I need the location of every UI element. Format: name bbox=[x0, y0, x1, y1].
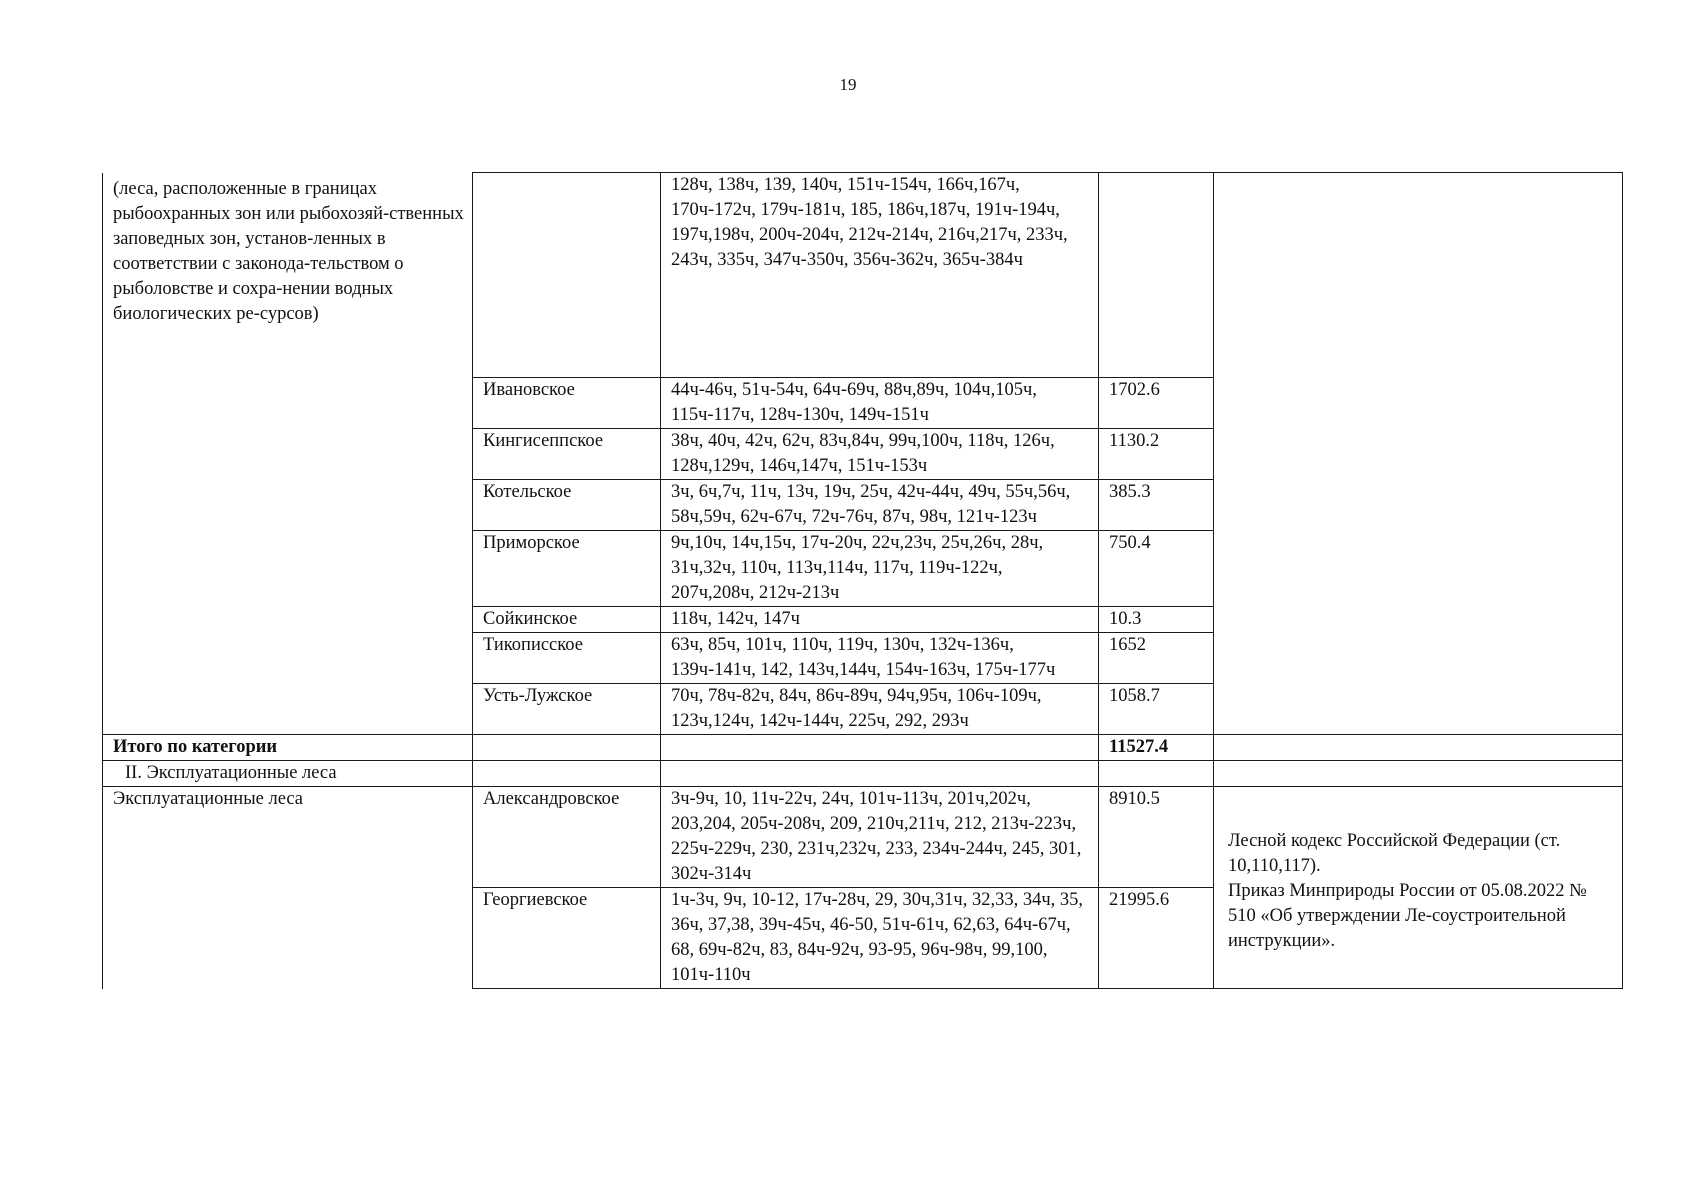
total-value: 11527.4 bbox=[1099, 735, 1214, 761]
forestry-cell: Усть-Лужское bbox=[473, 684, 661, 735]
total-row bbox=[103, 735, 1623, 761]
area-cell: 21995.6 bbox=[1099, 888, 1214, 989]
quarters-cell: 3ч-9ч, 10, 11ч-22ч, 24ч, 101ч-113ч, 201ч,202ч, 203,204, 205ч-208ч, 209, 210ч,211ч, 212, 213ч-223ч, 225ч-229ч, 230, 231ч,232ч, 233, 234ч-244ч, 245, 301, 302ч-314ч bbox=[661, 787, 1099, 888]
area-cell: 8910.5 bbox=[1099, 787, 1214, 888]
empty-cell bbox=[1099, 761, 1214, 787]
forestry-cell: Александровское bbox=[473, 787, 661, 888]
quarters-cell: 128ч, 138ч, 139, 140ч, 151ч-154ч, 166ч,167ч, 170ч-172ч, 179ч-181ч, 185, 186ч,187ч, 191ч-194ч, 197ч,198ч, 200ч-204ч, 212ч-214ч, 216ч,217ч, 233ч, 243ч, 335ч, 347ч-350ч, 356ч-362ч, 365ч-384ч bbox=[661, 173, 1099, 378]
category-description: (леса, расположенные в границах рыбоохранных зон или рыбохозяй-ственных заповедных зон, установ-ленных в соответствии с законода-тельством о рыболовстве и сохра-нении водных биологических ре-сурсов) bbox=[103, 173, 473, 735]
empty-cell bbox=[1214, 735, 1623, 761]
section-heading-row bbox=[103, 761, 1623, 787]
page-number: 19 bbox=[839, 75, 857, 94]
legal-basis-line: Приказ Минприроды России от 05.08.2022 № 510 «Об утверждении Ле-соустроительной инструкции». bbox=[1228, 881, 1587, 951]
area-cell: 385.3 bbox=[1099, 480, 1214, 531]
quarters-cell: 118ч, 142ч, 147ч bbox=[661, 607, 1099, 633]
forestry-cell: Георгиевское bbox=[473, 888, 661, 989]
quarters-cell: 63ч, 85ч, 101ч, 110ч, 119ч, 130ч, 132ч-136ч, 139ч-141ч, 142, 143ч,144ч, 154ч-163ч, 175ч-177ч bbox=[661, 633, 1099, 684]
table-row bbox=[103, 787, 1623, 888]
empty-cell bbox=[473, 761, 661, 787]
area-cell: 750.4 bbox=[1099, 531, 1214, 607]
quarters-cell: 70ч, 78ч-82ч, 84ч, 86ч-89ч, 94ч,95ч, 106ч-109ч, 123ч,124ч, 142ч-144ч, 225ч, 292, 293ч bbox=[661, 684, 1099, 735]
forestry-cell: Котельское bbox=[473, 480, 661, 531]
quarters-cell: 9ч,10ч, 14ч,15ч, 17ч-20ч, 22ч,23ч, 25ч,26ч, 28ч, 31ч,32ч, 110ч, 113ч,114ч, 117ч, 119ч-122ч, 207ч,208ч, 212ч-213ч bbox=[661, 531, 1099, 607]
area-cell bbox=[1099, 173, 1214, 378]
forestry-cell: Кингисеппское bbox=[473, 429, 661, 480]
forestry-cell bbox=[473, 173, 661, 378]
area-cell: 1058.7 bbox=[1099, 684, 1214, 735]
legal-basis-line: Лесной кодекс Российской Федерации (ст. 10,110,117). bbox=[1228, 831, 1561, 876]
empty-cell bbox=[661, 735, 1099, 761]
quarters-cell: 3ч, 6ч,7ч, 11ч, 13ч, 19ч, 25ч, 42ч-44ч, 49ч, 55ч,56ч, 58ч,59ч, 62ч-67ч, 72ч-76ч, 87ч, 98ч, 121ч-123ч bbox=[661, 480, 1099, 531]
forestry-cell: Приморское bbox=[473, 531, 661, 607]
exploitation-category: Эксплуатационные леса bbox=[103, 787, 473, 989]
quarters-cell: 38ч, 40ч, 42ч, 62ч, 83ч,84ч, 99ч,100ч, 118ч, 126ч, 128ч,129ч, 146ч,147ч, 151ч-153ч bbox=[661, 429, 1099, 480]
legal-basis-cell-empty bbox=[1214, 173, 1623, 735]
area-cell: 1702.6 bbox=[1099, 378, 1214, 429]
section-heading: II. Эксплуатационные леса bbox=[103, 761, 473, 787]
empty-cell bbox=[1214, 761, 1623, 787]
area-cell: 1130.2 bbox=[1099, 429, 1214, 480]
area-cell: 10.3 bbox=[1099, 607, 1214, 633]
forestry-cell: Тикописское bbox=[473, 633, 661, 684]
area-cell: 1652 bbox=[1099, 633, 1214, 684]
empty-cell bbox=[473, 735, 661, 761]
forest-categories-table bbox=[102, 172, 1623, 989]
forestry-cell: Ивановское bbox=[473, 378, 661, 429]
total-label: Итого по категории bbox=[103, 735, 473, 761]
quarters-cell: 1ч-3ч, 9ч, 10-12, 17ч-28ч, 29, 30ч,31ч, 32,33, 34ч, 35, 36ч, 37,38, 39ч-45ч, 46-50, 51ч-61ч, 62,63, 64ч-67ч, 68, 69ч-82ч, 83, 84ч-92ч, 93-95, 96ч-98ч, 99,100, 101ч-110ч bbox=[661, 888, 1099, 989]
quarters-cell: 44ч-46ч, 51ч-54ч, 64ч-69ч, 88ч,89ч, 104ч,105ч, 115ч-117ч, 128ч-130ч, 149ч-151ч bbox=[661, 378, 1099, 429]
table-row bbox=[103, 173, 1623, 378]
legal-basis-cell bbox=[1214, 787, 1623, 989]
empty-cell bbox=[661, 761, 1099, 787]
forestry-cell: Сойкинское bbox=[473, 607, 661, 633]
